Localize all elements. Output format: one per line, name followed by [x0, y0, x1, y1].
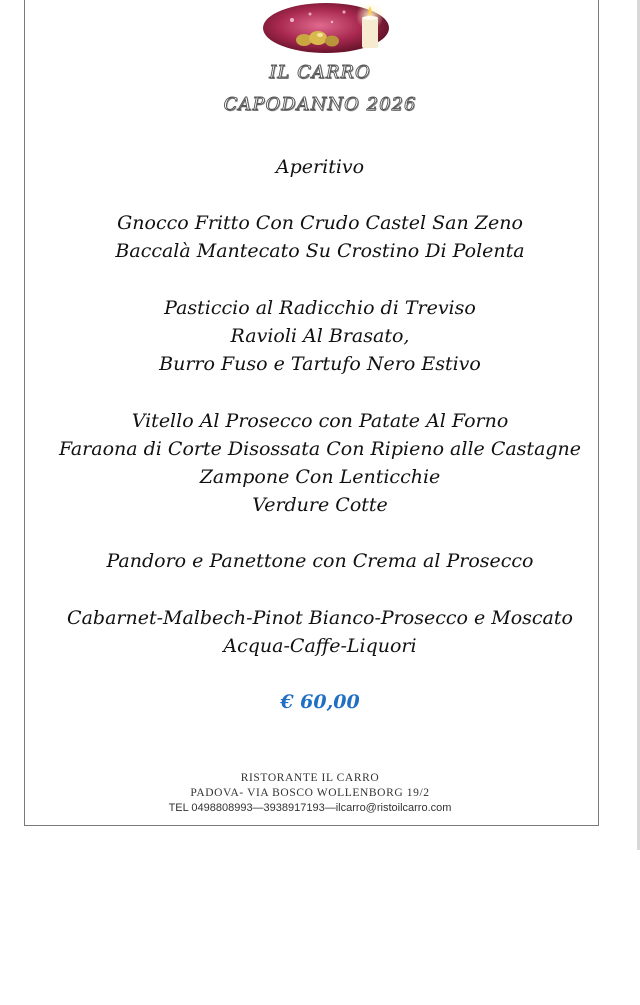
menu-line-primo-3: Burro Fuso e Tartufo Nero Estivo — [159, 353, 481, 375]
candle-logo-icon — [262, 2, 390, 54]
menu-line-dolce: Pandoro e Panettone con Crema al Prosecco — [106, 550, 534, 572]
menu-line-antipasto-1: Gnocco Fritto Con Crudo Castel San Zeno — [117, 212, 523, 234]
menu-line-bevande-2: Acqua-Caffe-Liquori — [223, 635, 417, 657]
footer-contact: TEL 0498808993—3938917193—ilcarro@ristoilcarro.com — [168, 802, 452, 814]
menu-line-secondo-2: Faraona di Corte Disossata Con Ripieno alle Castagne — [58, 438, 582, 460]
menu-line-primo-2: Ravioli Al Brasato, — [230, 325, 410, 347]
menu-line-secondo-1: Vitello Al Prosecco con Patate Al Forno — [131, 410, 509, 432]
menu-line-bevande-1: Cabarnet-Malbech-Pinot Bianco-Prosecco e Moscato — [67, 607, 573, 629]
section-aperitivo: Aperitivo — [275, 156, 365, 178]
menu-line-antipasto-2: Baccalà Mantecato Su Crostino Di Polenta — [115, 240, 525, 262]
menu-price: € 60,00 — [280, 691, 360, 713]
footer-address: PADOVA- VIA BOSCO WOLLENBORG 19/2 — [190, 787, 430, 799]
restaurant-title: IL CARRO — [269, 62, 371, 83]
event-title: CAPODANNO 2026 — [223, 94, 417, 115]
menu-line-secondo-3: Zampone Con Lenticchie — [199, 466, 441, 488]
menu-line-secondo-4: Verdure Cotte — [252, 494, 388, 516]
footer-restaurant-name: RISTORANTE IL CARRO — [240, 772, 380, 784]
menu-line-primo-1: Pasticcio al Radicchio di Treviso — [164, 297, 476, 319]
